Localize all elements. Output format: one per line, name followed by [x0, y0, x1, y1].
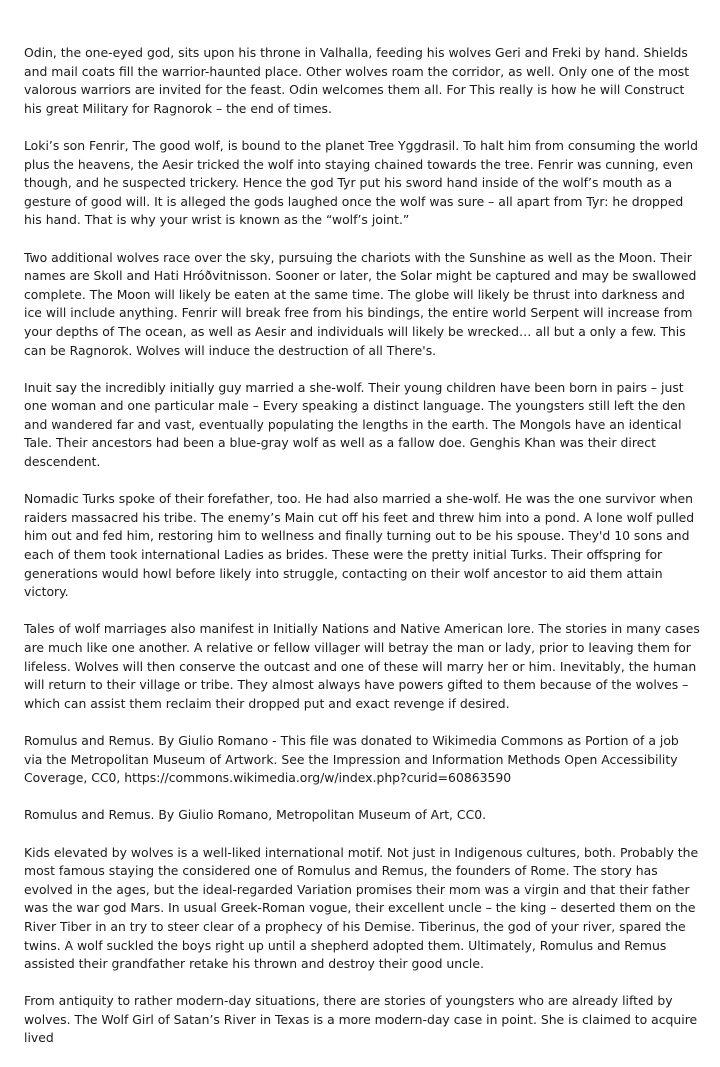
paragraph-skoll-hati: Two additional wolves race over the sky, pursuing the chariots with the Sunshine as well as the Moon. Their names are Skoll and Hati Hróðvitnisson. Sooner or later, the Solar might be captured and may be swallowed complete. The Moon will likely be eaten at the same time. The globe will likely be thrust into darkness and ice will include anything. Fenrir will break free from his bindings, the entire world Serpent will increase from your depths of The ocean, as well as Aesir and individuals will likely be wrecked… all but a only a few. This can be Ragnorok. Wolves will induce the destruction of all There's.	[24, 249, 697, 358]
paragraph-nomadic-turks: Nomadic Turks spoke of their forefather, too. He had also married a she-wolf. He was the one survivor when raiders massacred his tribe. The enemy’s Main cut off his feet and threw him into a pond. A lone wolf pulled him out and fed him, restoring him to wellness and finally turning out to be his spouse. They'd 10 sons and each of them took international Ladies as brides. These were the pretty initial Turks. Their offspring for generations would howl before likely into struggle, contacting on their wolf ancestor to aid them attain victory.	[24, 491, 695, 600]
article-body	[24, 44, 700, 1067]
paragraph-odin: Odin, the one-eyed god, sits upon his throne in Valhalla, feeding his wolves Geri and Freki by hand. Shields and mail coats fill the warrior-haunted place. Other wolves roam the corridor, as well. Only one of the most valorous warriors are invited for the feast. Odin welcomes them all. For This really is how he will Construct his great Military for Ragnorok – the end of times.	[24, 45, 690, 116]
paragraph-image-caption: Romulus and Remus. By Giulio Romano, Metropolitan Museum of Art, CC0.	[24, 807, 487, 823]
paragraph-inuit: Inuit say the incredibly initially guy married a she-wolf. Their young children have been born in pairs – just one woman and one particular male – Every speaking a distinct language. The youngsters still left the den and wandered far and vast, eventually populating the lengths in the earth. The Mongols have an identical Tale. Their ancestors had been a blue-gray wolf as well as a fallow doe. Genghis Khan was their direct descendent.	[24, 379, 686, 470]
paragraph-image-credit-long: Romulus and Remus. By Giulio Romano - This file was donated to Wikimedia Commons as Portion of a job via the Metropolitan Museum of Artwork. See the Impression and Information Methods Open Accessibility Coverage, CC0, https://commons.wikimedia.org/w/index.php?curid=60863590	[24, 732, 679, 786]
paragraph-modern-cases: From antiquity to rather modern-day situations, there are stories of youngsters who are already lifted by wolves. The Wolf Girl of Satan’s River in Texas is a more modern-day case in point. She is claimed to acquire lived	[24, 993, 698, 1046]
paragraph-romulus-remus: Kids elevated by wolves is a well-liked international motif. Not just in Indigenous cultures, both. Probably the most famous staying the considered one of Romulus and Remus, the founders of Rome. The story has evolved in the ages, but the ideal-regarded Variation promises their mom was a virgin and that their father was the war god Mars. In usual Greek-Roman vogue, their excellent uncle – the king – deserted them on the River Tiber in an try to steer clear of a prophecy of his Demise. Tiberinus, the god of your river, spared the twins. A wolf suckled the boys right up until a shepherd adopted them. Ultimately, Romulus and Remus assisted their grandfather retake his thrown and destroy their good uncle.	[24, 844, 699, 972]
paragraph-fenrir: Loki’s son Fenrir, The good wolf, is bound to the planet Tree Yggdrasil. To halt him from consuming the world plus the heavens, the Aesir tricked the wolf into staying chained towards the tree. Fenrir was cunning, even though, and he suspected trickery. Hence the god Tyr put his sword hand inside of the wolf’s mouth as a gesture of good will. It is alleged the gods laughed once the wolf was sure – all apart from Tyr: he dropped his hand. That is why your wrist is known as the “wolf’s joint.”	[24, 137, 698, 228]
paragraph-wolf-marriages: Tales of wolf marriages also manifest in Initially Nations and Native American lore. The stories in many cases are much like one another. A relative or fellow villager will betray the man or lady, prior to leaving them for lifeless. Wolves will then conserve the outcast and one of these will marry her or him. Inevitably, the human will return to their village or tribe. They almost always have powers gifted to them because of the wolves – which can assist them reclaim their dropped put and exact revenge if desired.	[24, 621, 700, 711]
